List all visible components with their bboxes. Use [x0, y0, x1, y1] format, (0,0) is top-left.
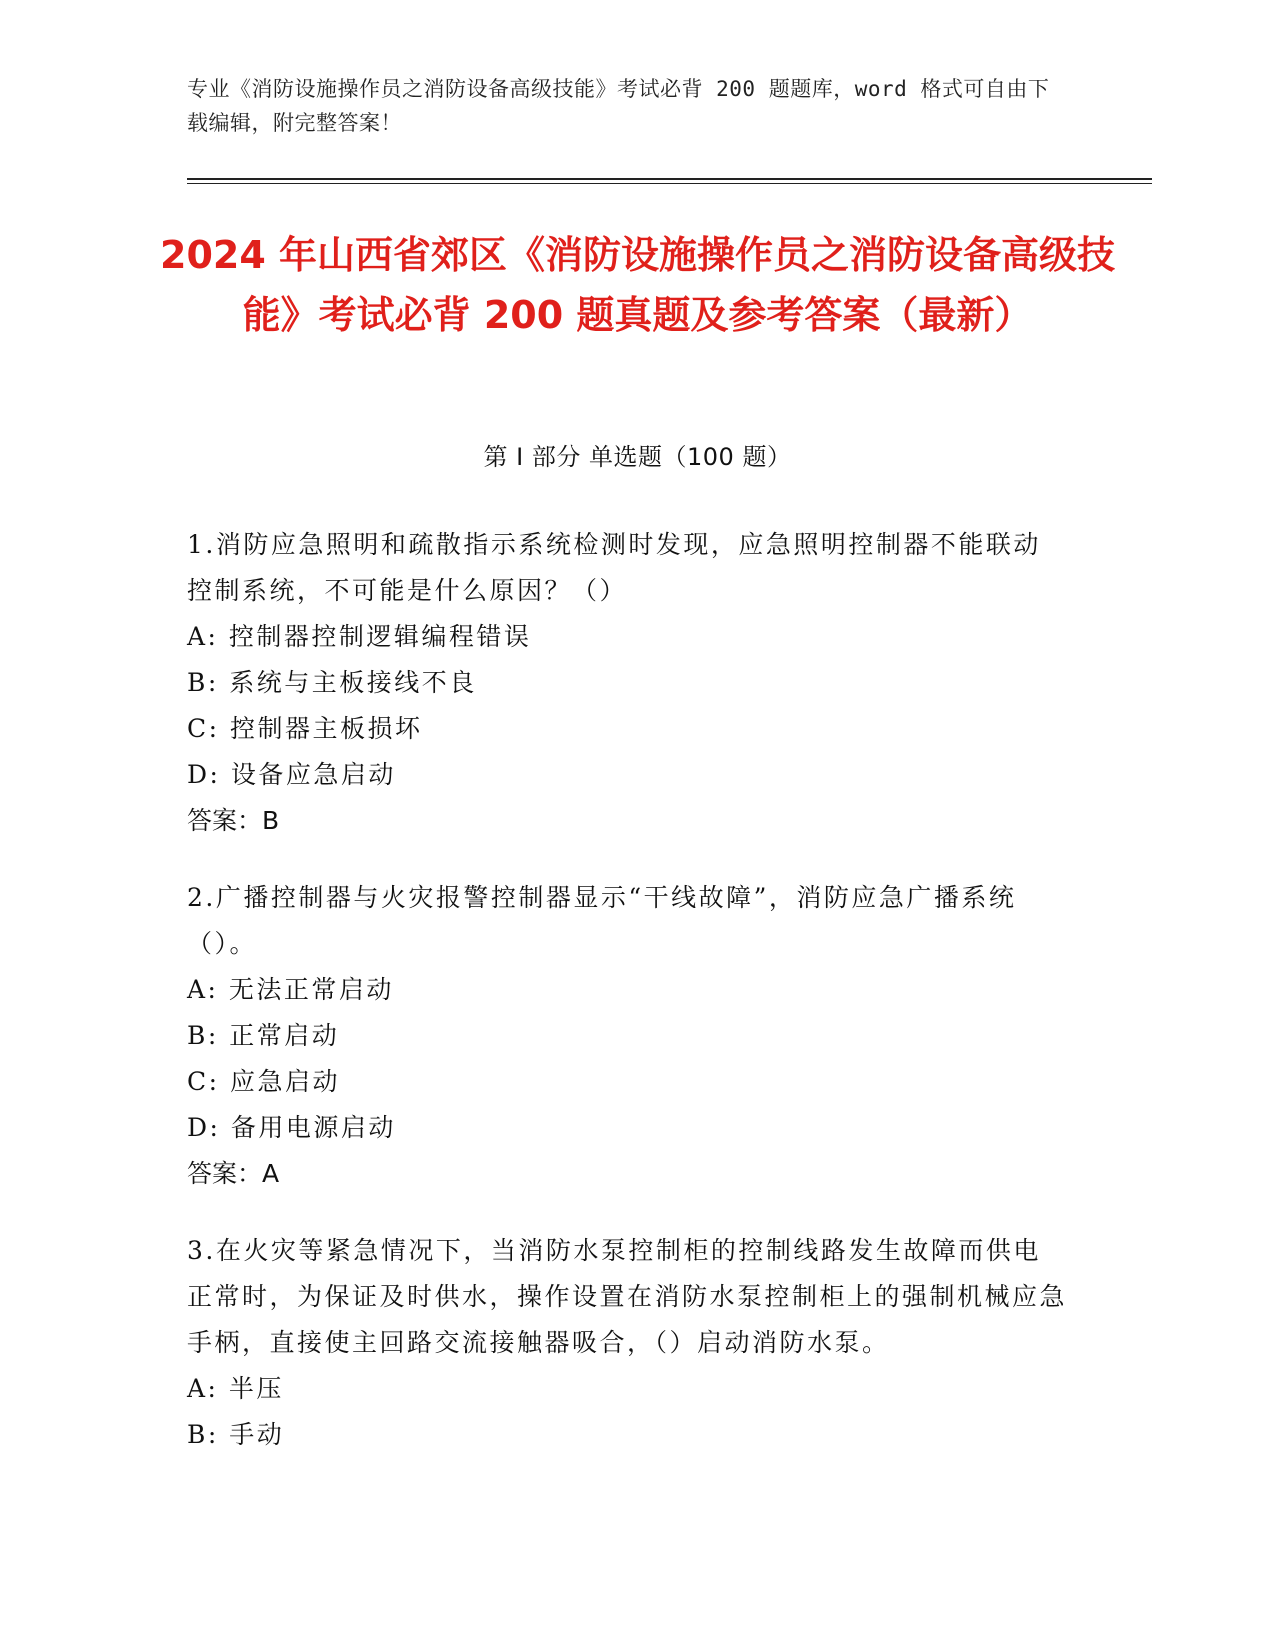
option-b: B: 系统与主板接线不良	[187, 668, 477, 697]
option-c: C: 控制器主板损坏	[187, 714, 423, 743]
question-text: 1.消防应急照明和疏散指示系统检测时发现，应急照明控制器不能联动控制系统，不可能是什么原因？（）	[187, 530, 1041, 605]
header-divider-thin	[187, 183, 1152, 184]
option-c: C: 应急启动	[187, 1067, 340, 1096]
question-text: 2.广播控制器与火灾报警控制器显示“干线故障”，消防应急广播系统（）。	[187, 883, 1017, 958]
option-a: A: 半压	[187, 1374, 284, 1403]
section-title: 第 I 部分 单选题（100 题）	[483, 443, 792, 471]
option-a: A: 无法正常启动	[187, 975, 394, 1004]
option-d: D: 备用电源启动	[187, 1113, 396, 1142]
option-d: D: 设备应急启动	[187, 760, 396, 789]
question-3	[187, 1228, 1067, 1458]
question-2	[187, 875, 1067, 1197]
answer: 答案：B	[187, 806, 280, 835]
option-b: B: 手动	[187, 1420, 285, 1449]
document-title: 2024 年山西省郊区《消防设施操作员之消防设备高级技能》考试必背 200 题真题及参考答案（最新）	[160, 233, 1115, 337]
answer: 答案：A	[187, 1159, 280, 1188]
option-b: B: 正常启动	[187, 1021, 340, 1050]
question-1	[187, 522, 1067, 844]
option-a: A: 控制器控制逻辑编程错误	[187, 622, 532, 651]
header-note: 专业《消防设施操作员之消防设备高级技能》考试必背 200 题题库，word 格式可自由下载编辑，附完整答案！	[187, 77, 1050, 135]
question-list	[187, 522, 1067, 1489]
header-divider	[187, 178, 1152, 180]
question-text: 3.在火灾等紧急情况下，当消防水泵控制柜的控制线路发生故障而供电正常时，为保证及时供水，操作设置在消防水泵控制柜上的强制机械应急手柄，直接使主回路交流接触器吸合，（）启动消防水泵。	[187, 1236, 1068, 1357]
